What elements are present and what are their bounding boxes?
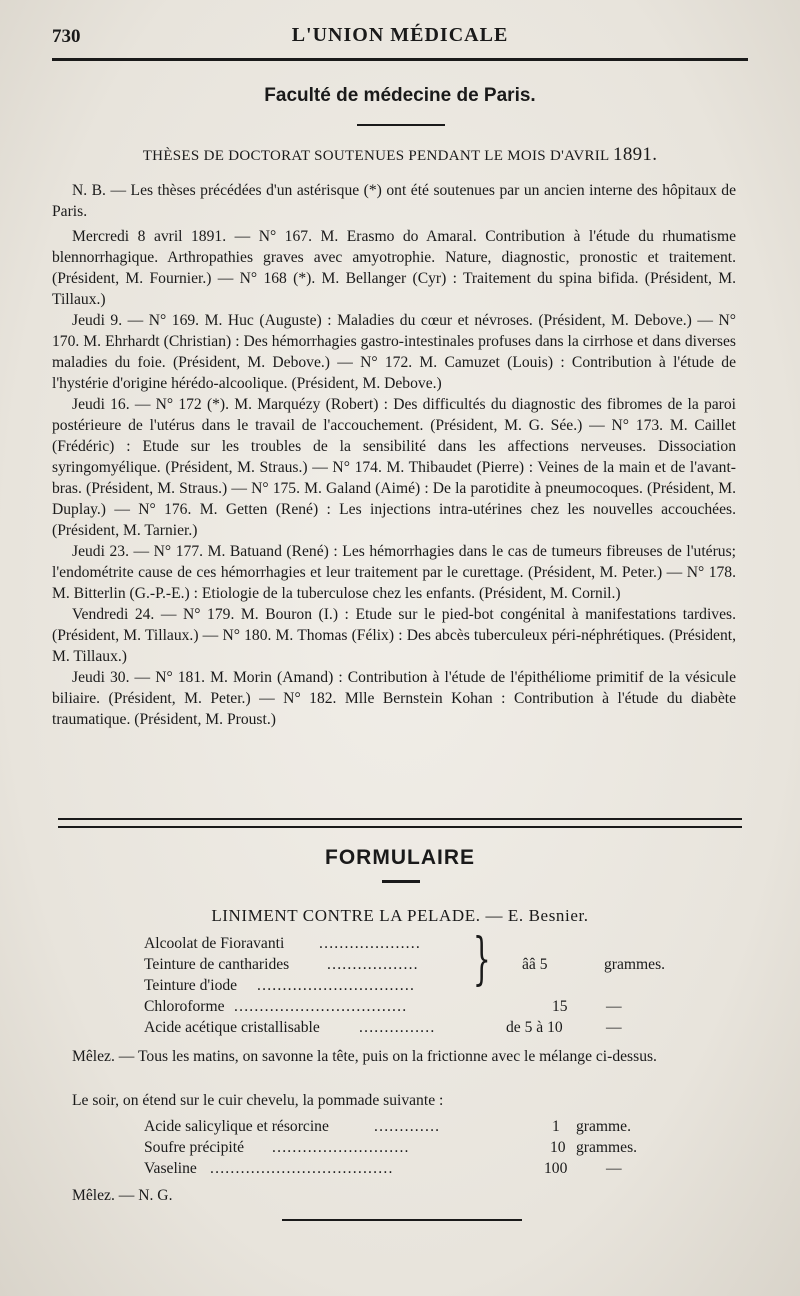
ingredient-name: Alcoolat de Fioravanti: [144, 935, 285, 952]
ingredient-name: Soufre précipité: [144, 1139, 245, 1156]
ingredient-unit: gramme.: [576, 1118, 631, 1135]
signature-text: Mêlez. — N. G.: [72, 1187, 173, 1204]
section-divider: [58, 818, 742, 828]
ingredient-name: Teinture de cantharides: [144, 956, 290, 973]
formulaire-title: FORMULAIRE: [325, 846, 475, 869]
ingredient-unit: grammes.: [576, 1139, 638, 1156]
leader-dots: ....................................: [210, 1160, 394, 1177]
leader-dots: ...............: [359, 1019, 436, 1036]
ingredient-qty: de 5 à 10: [506, 1019, 563, 1036]
theses-heading: [52, 144, 748, 166]
title-rule: [357, 124, 445, 126]
ingredient-name: Vaseline: [144, 1160, 197, 1177]
thesis-entry: Jeudi 16. — N° 172 (*). M. Marquézy (Robert) : Des difficultés du diagnostic des fibromes de la paroi postérieure de l'utérus dans le travail de l'accouchement. (Président, M. G. Sée.) — N° 173. M. Caillet (Frédéric) : Etude sur les troubles de la sensibilité dans les affections nerveuses. Dissociation syringomyélique. (Président, M. Straus.) — N° 174. M. Thibaudet (Pierre) : Veines de la main et de l'avant-bras. (Président, M. Straus.) — N° 175. M. Galand (Aimé) : De la parotidite à pneumocoques. (Président, M. Duplay.) — N° 176. M. Getten (René) : Les injections intra-utérines chez les nouvelles accouchées. (Président, M. Tarnier.): [52, 396, 736, 539]
page-header: [52, 22, 748, 50]
theses-heading-year: 1891.: [613, 144, 658, 165]
evening-intro-text: Le soir, on étend sur le cuir chevelu, la pommade suivante :: [72, 1092, 444, 1109]
header-rule: [52, 58, 748, 61]
ingredient-name: Chloroforme: [144, 998, 225, 1015]
instructions-text: Mêlez. — Tous les matins, on savonne la tête, puis on la frictionne avec le mélange ci-dessus.: [72, 1048, 657, 1065]
leader-dots: ...............................: [257, 977, 416, 994]
thesis-entry: Jeudi 23. — N° 177. M. Batuand (René) : Les hémorrhagies dans le cas de tumeurs fibreuses de l'utérus; l'endométrite cause de ces hémorrhagies et leur traitement par le curettage. (Président, M. Peter.) — N° 178. M. Bitterlin (G.-P.-E.) : Etiologie de la tuberculose chez les enfants. (Président, M. Cornil.): [52, 543, 736, 602]
end-rule: [282, 1219, 522, 1221]
leader-dots: ...........................: [272, 1139, 410, 1156]
ingredient-qty: 100: [544, 1160, 568, 1177]
brace-symbol: }: [472, 927, 491, 992]
ingredient-qty: 10: [550, 1139, 566, 1156]
ingredient-qty: 15: [552, 998, 568, 1015]
leader-dots: ....................: [319, 935, 421, 952]
instructions-paragraph: [52, 1046, 736, 1067]
theses-heading-text: THÈSES DE DOCTORAT SOUTENUES PENDANT LE MOIS D'AVRIL: [142, 148, 609, 164]
ingredient-name: Acide salicylique et résorcine: [144, 1118, 329, 1135]
ingredient-unit: —: [606, 1160, 622, 1177]
thesis-entry: Vendredi 24. — N° 179. M. Bouron (I.) : Etude sur le pied-bot congénital à manifestations tardives. (Président, M. Tillaux.) — N° 180. M. Thomas (Félix) : Des abcès tuberculeux péri-néphrétiques. (Président, M. Tillaux.): [52, 606, 736, 665]
signature-line: [52, 1185, 736, 1206]
ingredient-unit: —: [606, 1019, 622, 1036]
recipe-title: LINIMENT CONTRE LA PELADE. — E. Besnier.: [211, 906, 589, 925]
ingredient-unit: —: [606, 998, 622, 1015]
ingredient-unit: grammes.: [604, 956, 666, 973]
note-text: N. B. — Les thèses précédées d'un astérisque (*) ont été soutenues par un ancien interne des hôpitaux de Paris.: [52, 182, 736, 220]
ingredient-qty: 1: [552, 1118, 560, 1135]
page-number: 730: [52, 26, 81, 47]
formulaire-rule: [382, 880, 420, 883]
journal-title: L'UNION MÉDICALE: [291, 24, 509, 46]
evening-paragraph: [52, 1090, 736, 1111]
theses-list: [52, 226, 736, 730]
leader-dots: .............: [374, 1118, 441, 1135]
ingredient-name: Acide acétique cristallisable: [144, 1019, 320, 1036]
leader-dots: ..................................: [234, 998, 408, 1015]
thesis-entry: Jeudi 9. — N° 169. M. Huc (Auguste) : Maladies du cœur et névroses. (Président, M. Debove.) — N° 170. M. Ehrhardt (Christian) : Des hémorrhagies gastro-intestinales profuses dans la cirrhose et dans diverses maladies du foie. (Président, M. Debove.) — N° 172. M. Camuzet (Louis) : Contribution à l'étude de l'hystérie d'origine hérédo-alcoolique. (Président, M. Debove.): [52, 312, 736, 392]
thesis-entry: Jeudi 30. — N° 181. M. Morin (Amand) : Contribution à l'étude de l'épithéliome primitif de la vésicule biliaire. (Président, M. Peter.) — N° 182. Mlle Bernstein Kohan : Contribution à l'étude du diabète traumatique. (Président, M. Proust.): [52, 669, 736, 728]
thesis-entry: Mercredi 8 avril 1891. — N° 167. M. Erasmo do Amaral. Contribution à l'étude du rhumatisme blennorrhagique. Arthropathies graves avec amyotrophie. Nature, diagnostic, pronostic et traitement. (Président, M. Fournier.) — N° 168 (*). M. Bellanger (Cyr) : Traitement du spina bifida. (Président, M. Tillaux.): [52, 228, 736, 308]
ingredient-name: Teinture d'iode: [144, 977, 238, 994]
leader-dots: ..................: [327, 956, 419, 973]
note-paragraph: [52, 180, 736, 222]
faculty-title: Faculté de médecine de Paris.: [264, 85, 536, 106]
ingredient-qty: ââ 5: [522, 956, 548, 973]
